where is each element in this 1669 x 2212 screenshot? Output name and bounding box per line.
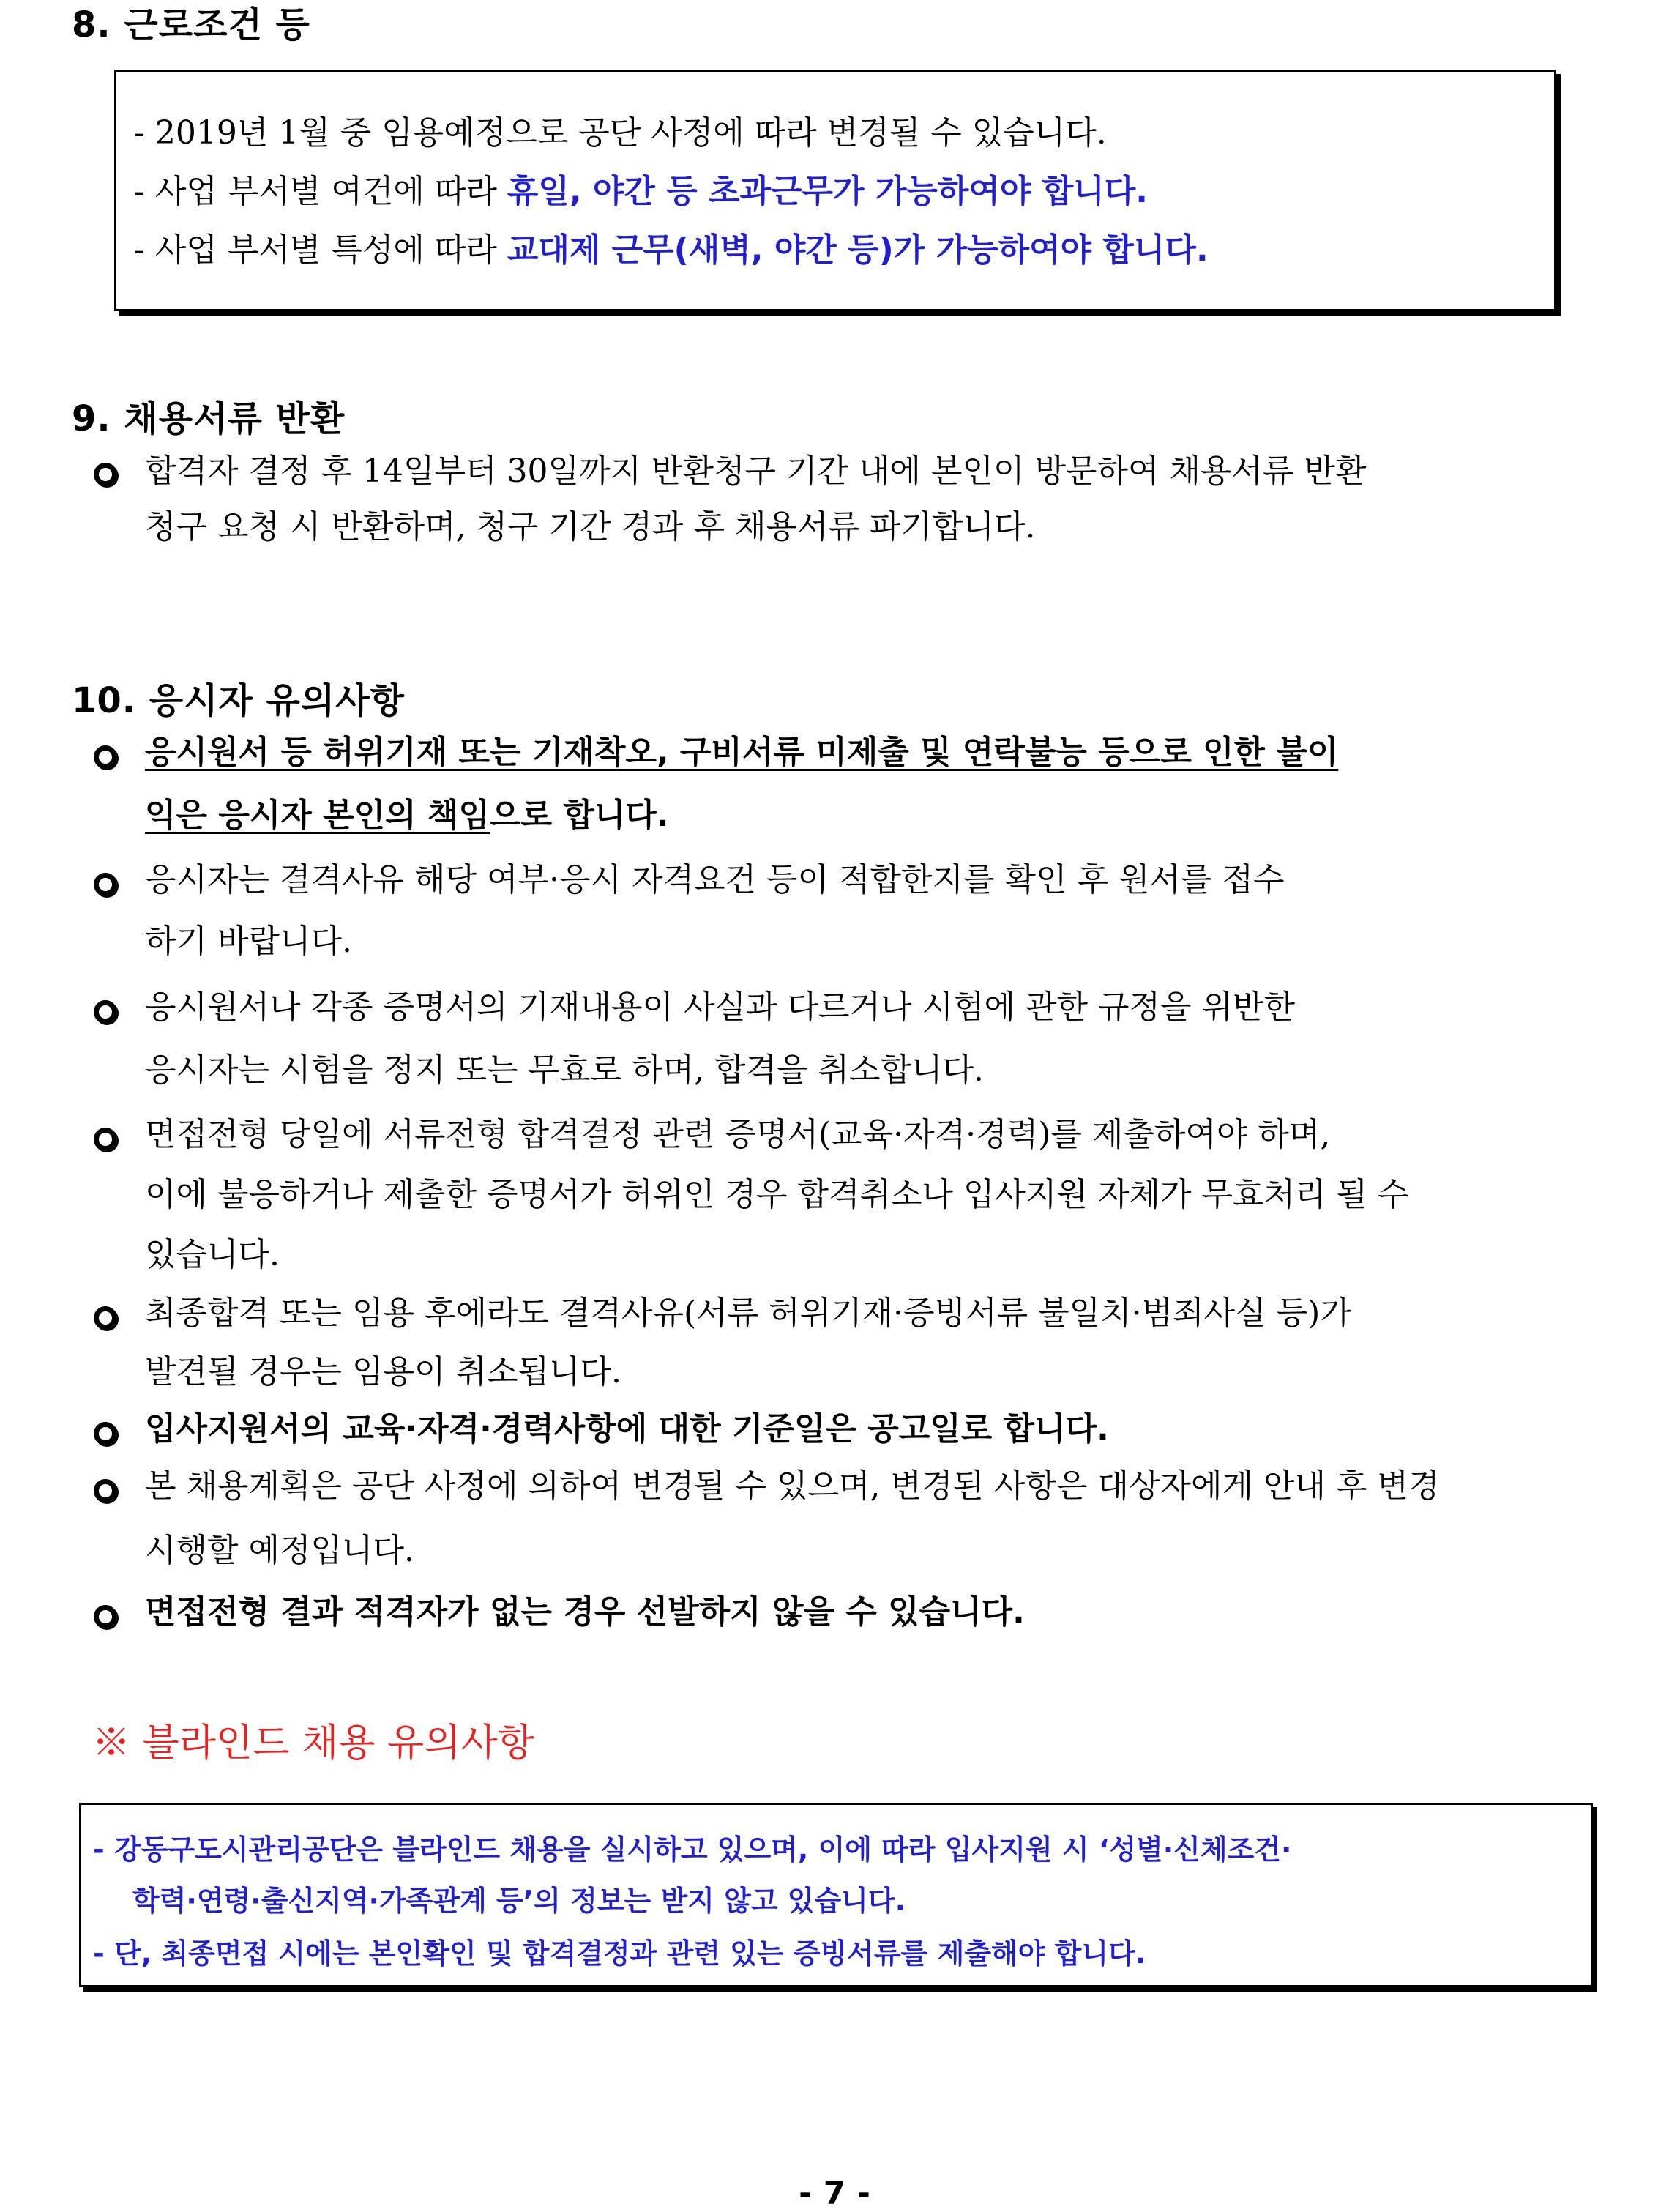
notice-2-line-2: 하기 바랍니다.: [145, 923, 352, 960]
bullet-icon: [94, 463, 117, 486]
bullet-icon: [94, 1306, 117, 1330]
notice-3-line-2: 응시자는 시험을 정지 또는 무효로 하며, 합격을 취소합니다.: [145, 1051, 984, 1089]
blind-recruitment-title: ※ 블라인드 채용 유의사항: [92, 1721, 534, 1765]
bullet-icon: [94, 1605, 117, 1628]
notice-3-line-1: 응시원서나 각종 증명서의 기재내용이 사실과 다르거나 시험에 관한 규정을 위반한: [145, 988, 1296, 1026]
notice-4-line-3: 있습니다.: [145, 1236, 280, 1273]
notice-1-line-2: 익은 응시자 본인의 책임으로 합니다.: [145, 797, 669, 834]
blind-line-3: - 단, 최종면접 시에는 본인확인 및 합격결정과 관련 있는 증빙서류를 제출해야 합니다.: [93, 1937, 1146, 1970]
bullet-icon: [94, 1422, 117, 1445]
notice-8-line-1: 면접전형 결과 적격자가 없는 경우 선발하지 않을 수 있습니다.: [145, 1593, 1025, 1631]
working-condition-line-3: - 사업 부서별 특성에 따라 교대제 근무(새벽, 야간 등)가 가능하여야 합니다.: [134, 231, 1209, 269]
blind-recruitment-box: [79, 1803, 1593, 1987]
working-condition-line-1: - 2019년 1월 중 임용예정으로 공단 사정에 따라 변경될 수 있습니다.: [134, 114, 1107, 152]
working-conditions-box: [114, 70, 1556, 311]
document-return-line-1: 합격자 결정 후 14일부터 30일까지 반환청구 기간 내에 본인이 방문하여 채용서류 반환: [145, 453, 1367, 490]
section-8-heading: 8. 근로조건 등: [72, 4, 310, 45]
notice-5-line-2: 발견될 경우는 임용이 취소됩니다.: [145, 1353, 621, 1390]
notice-1-line-1: 응시원서 등 허위기재 또는 기재착오, 구비서류 미제출 및 연락불능 등으로 인한 불이: [145, 734, 1339, 771]
document-return-line-2: 청구 요청 시 반환하며, 청구 기간 경과 후 채용서류 파기합니다.: [145, 508, 1036, 545]
notice-7-line-2: 시행할 예정입니다.: [145, 1532, 415, 1569]
working-condition-line-2: - 사업 부서별 여건에 따라 휴일, 야간 등 초과근무가 가능하여야 합니다.: [134, 173, 1148, 210]
bullet-icon: [94, 745, 117, 769]
notice-4-line-1: 면접전형 당일에 서류전형 합격결정 관련 증명서(교육·자격·경력)를 제출하여야 하며,: [145, 1116, 1331, 1153]
notice-2-line-1: 응시자는 결격사유 해당 여부·응시 자격요건 등이 적합한지를 확인 후 원서를 접수: [145, 861, 1285, 898]
blind-line-2: 학력·연령·출신지역·가족관계 등’의 정보는 받지 않고 있습니다.: [132, 1885, 906, 1917]
section-10-heading: 10. 응시자 유의사항: [72, 680, 406, 721]
notice-7-line-1: 본 채용계획은 공단 사정에 의하여 변경될 수 있으며, 변경된 사항은 대상자에게 안내 후 변경: [145, 1467, 1440, 1505]
bullet-icon: [94, 1479, 117, 1502]
bullet-icon: [94, 1128, 117, 1151]
bullet-icon: [94, 1000, 117, 1024]
notice-5-line-1: 최종합격 또는 임용 후에라도 결격사유(서류 허위기재·증빙서류 불일치·범죄사실 등)가: [145, 1295, 1351, 1332]
notice-6-line-1: 입사지원서의 교육·자격·경력사항에 대한 기준일은 공고일로 합니다.: [145, 1410, 1109, 1448]
blind-line-1: - 강동구도시관리공단은 블라인드 채용을 실시하고 있으며, 이에 따라 입사지원 시 ‘성별·신체조건·: [93, 1833, 1292, 1866]
notice-4-line-2: 이에 불응하거나 제출한 증명서가 허위인 경우 합격취소나 입사지원 자체가 무효처리 될 수: [145, 1176, 1409, 1213]
bullet-icon: [94, 873, 117, 896]
page-number: - 7 -: [799, 2175, 870, 2212]
section-9-heading: 9. 채용서류 반환: [72, 398, 346, 439]
